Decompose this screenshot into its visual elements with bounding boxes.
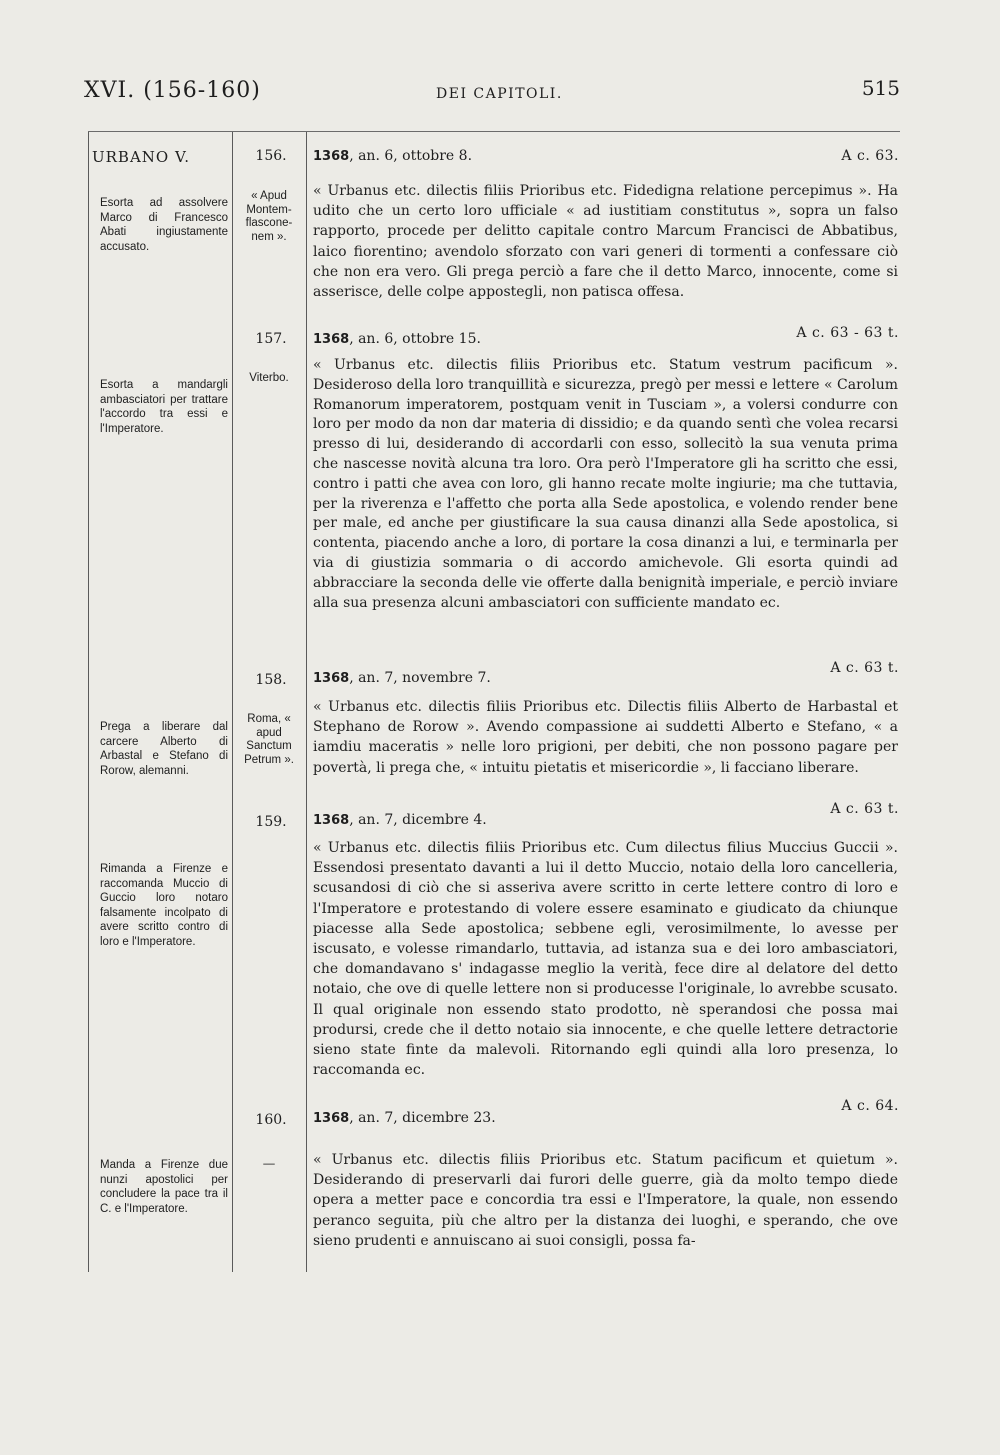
pope-heading: URBANO V. [92,148,190,166]
section-range: XVI. (156-160) [84,78,261,103]
entry-year: 1368 [313,1111,350,1126]
entry-number: 160. [255,1112,287,1128]
entry-place: Roma, « apud Sanctum Petrum ». [244,713,294,766]
page-number: 515 [861,76,900,100]
entry-summary: Prega a liberare dal carcere Alberto di Arbastal e Stefano di Rorow, alemanni. [100,721,228,777]
archive-reference: A c. 63 t. [830,801,899,817]
entry-date-rest: , an. 6, ottobre 8. [349,148,473,164]
entry-summary: Rimanda a Firenze e raccomanda Muccio di Guccio loro notaro falsamente incolpato di avere scritto contro di loro e l'Imperatore. [100,863,228,948]
entry-date-rest: , an. 7, dicembre 23. [349,1110,496,1126]
entry-year: 1368 [313,149,350,164]
entry-number: 158. [255,672,287,688]
column-rule-left [88,132,89,1272]
running-head [84,74,900,110]
entry-place: — [263,1158,275,1170]
entry-date [313,331,481,347]
entry-summary: Esorta a mandargli ambasciatori per trattare l'accordo tra essi e l'Imperatore. [100,379,228,435]
entry-summary: Esorta ad assolvere Marco di Francesco Abati ingiustamente accusato. [100,197,228,253]
archive-reference: A c. 63. [841,148,899,164]
entry-date-rest: , an. 7, novembre 7. [349,670,491,686]
entry-number: 156. [255,148,287,164]
entry-number: 159. [255,814,287,830]
entry-text: « Urbanus etc. dilectis filiis Prioribus etc. Fidedigna relatione percepimus ». Ha udito che un certo loro ufficiale « ad iustitiam constitutus », sopra un falso rapporto, procede per delitto capitale contro Marcum Francisci de Abbatibus, laico fiorentino; avendolo sforzato con vari generi di tormenti a confessare ciò che non era vero. Gli prega perciò a fare che il detto Marco, innocente, come si asserisce, delle colpe appostegli, non patisca offesa. [313,183,898,301]
entry-year: 1368 [313,671,350,686]
entry-year: 1368 [313,332,350,347]
entry-text: « Urbanus etc. dilectis filiis Prioribus etc. Statum vestrum pacificum ». Desideroso della loro tranquillità e sicurezza, pregò per messi e lettere « Carolum Romanorum imperatorem, postquam venit in Tusciam », a volersi condurre con loro per modo da non dar materia di dissidio; e da quando sentì che volea recarsi presso di lui, desiderando di accordarli con esso, sollecitò la sua venuta prima che nascesse novità alcuna tra loro. Ora però l'Imperatore gli ha scritto che essi, contro i patti che avea con loro, gli hanno recate molte ingiurie; ma che tuttavia, per la riverenza e l'affetto che porta alla Sede apostolica, e volendo render bene per male, ed anche per giustificare la sua causa dinanzi alla Sede apostolica, si contenta, piacendo anche a loro, di portare la cosa dinanzi a lui, e terminarla per via di giustizia sommaria o di accordo amichevole. Gli esorta quindi ad abbracciare la seconda delle vie offerte dalla benignità imperiale, e perciò inviare alla sua presenza alcuni ambasciatori con sufficiente mandato ec. [313,357,898,611]
archive-reference: A c. 63 - 63 t. [796,325,899,341]
entry-summary: Manda a Firenze due nunzi apostolici per concludere la pace tra il C. e l'Imperatore. [100,1159,228,1215]
archive-reference: A c. 64. [841,1098,899,1114]
column-rule-summary [232,132,233,1272]
archive-reference: A c. 63 t. [830,660,899,676]
top-rule [88,131,900,132]
entry-text: « Urbanus etc. dilectis filiis Prioribus etc. Dilectis filiis Alberto de Harbastal et Stephano de Rorow ». Avendo compassione ai suddetti Alberto e Stefano, « a iamdiu maceratis » nelle loro prigioni, per debiti, che non possono pagare per povertà, li prega che, « intuitu pietatis et misericordie », li facciano liberare. [313,699,898,776]
entry-place: « Apud Montem-flascone-nem ». [245,190,293,243]
entry-date-rest: , an. 6, ottobre 15. [349,331,481,347]
entry-year: 1368 [313,813,350,828]
entry-text: « Urbanus etc. dilectis filiis Prioribus etc. Statum pacificum et quietum ». Desiderando di preservarli dai furori delle guerre, già da molto tempo diede opera a metter pace e concordia tra essi e l'Imperatore, la quale, non essendo peranco seguita, più che altro per la distanza dei luoghi, e sperando, che ove sieno prudenti e annuiscano ai suoi consigli, possa fa- [313,1152,898,1249]
entry-date-rest: , an. 7, dicembre 4. [349,812,487,828]
entry-date [313,148,472,164]
entry-number: 157. [255,331,287,347]
entry-date [313,670,491,686]
entry-date [313,1110,496,1126]
entry-text: « Urbanus etc. dilectis filiis Prioribus etc. Cum dilectus filius Muccius Guccii ». Essendosi presentato davanti a lui il detto Muccio, notaio della loro cancelleria, scusandosi di ciò che si asseriva avere scritto in certe lettere contro di loro e l'Imperatore e protestando di volere essere esaminato e giudicato da chiunque piacesse alla Sede apostolica; sebbene egli, verosimilmente, lo avesse per iscusato, e volesse rimandarlo, tuttavia, ad istanza sua e dei loro ambasciatori, che domandavano s' indagasse meglio la verità, fece dire al delatore del detto notaio, che ove di quelle lettere non si producesse l'originale, lo avrebbe scusato. Il qual originale non essendo stato prodotto, nè sperandosi che possa mai prodursi, crede che il detto notaio sia innocente, e che quelle lettere detractorie sieno state finte da malevoli. Ritornando egli quindi alla loro presenza, lo raccomanda ec. [313,840,898,1079]
entry-date [313,812,487,828]
column-rule-number [306,132,307,1272]
running-title: DEI CAPITOLI. [436,86,563,102]
entry-place: Viterbo. [249,372,289,384]
